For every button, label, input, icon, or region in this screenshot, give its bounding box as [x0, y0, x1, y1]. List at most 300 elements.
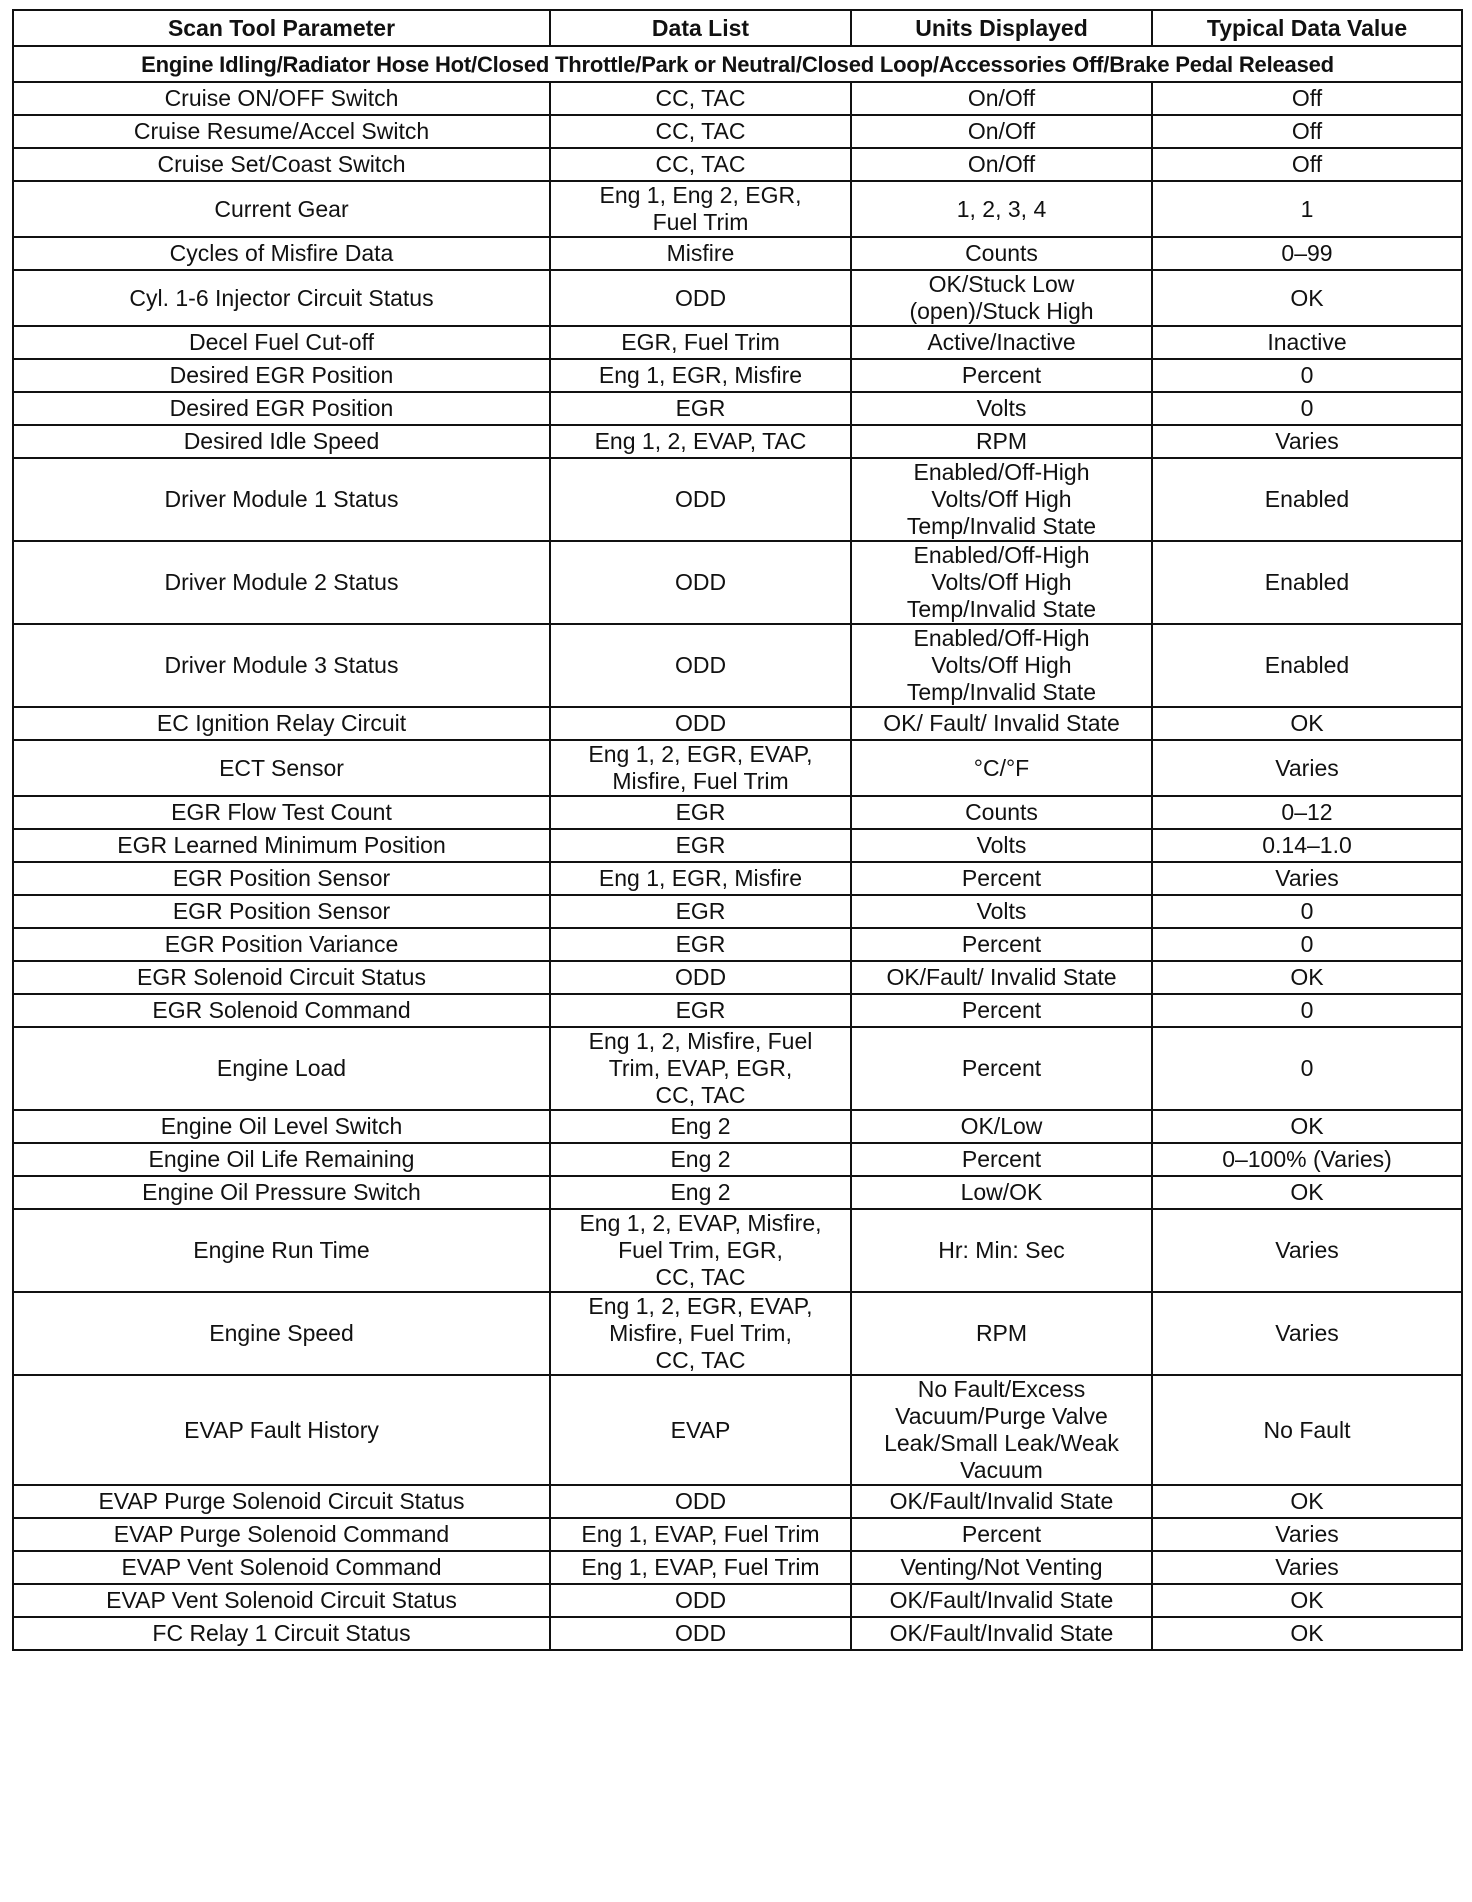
cell-units-displayed [851, 326, 1152, 359]
cell-parameter [13, 1485, 550, 1518]
cell-data-list-text: Eng 2 [670, 1113, 731, 1139]
cell-parameter-text: Engine Oil Level Switch [160, 1113, 403, 1139]
cell-data-list-text: Eng 1, 2, EGR, EVAP, Misfire, Fuel Trim, CC, TAC [588, 1293, 813, 1373]
cell-parameter-text: Engine Oil Life Remaining [148, 1146, 415, 1172]
cell-typical-data-value [1152, 1292, 1462, 1375]
table-header [13, 10, 1462, 46]
cell-parameter [13, 1551, 550, 1584]
cell-units-displayed [851, 994, 1152, 1027]
cell-units-displayed-text: OK/Stuck Low (open)/Stuck High [909, 271, 1094, 324]
cell-typical-data-value [1152, 928, 1462, 961]
cell-parameter [13, 1584, 550, 1617]
cell-typical-data-value [1152, 1110, 1462, 1143]
cell-parameter-text: Cruise Resume/Accel Switch [133, 118, 430, 144]
cell-typical-data-value-text: OK [1290, 964, 1324, 990]
cell-data-list-text: CC, TAC [655, 118, 746, 144]
table-row [13, 895, 1462, 928]
table-row [13, 392, 1462, 425]
cell-parameter-text: Cyl. 1-6 Injector Circuit Status [129, 284, 434, 311]
table-row [13, 961, 1462, 994]
cell-data-list [550, 115, 851, 148]
cell-units-displayed [851, 359, 1152, 392]
cell-parameter-text: EGR Learned Minimum Position [117, 832, 446, 858]
table-row [13, 181, 1462, 237]
cell-typical-data-value-text: OK [1290, 1620, 1324, 1646]
cell-parameter [13, 1617, 550, 1650]
cell-typical-data-value-text: OK [1290, 1587, 1324, 1613]
cell-units-displayed-text: °C/°F [973, 754, 1030, 781]
cell-typical-data-value-text: OK [1290, 1179, 1324, 1205]
cell-units-displayed [851, 862, 1152, 895]
cell-parameter-text: Engine Oil Pressure Switch [142, 1179, 421, 1205]
cell-parameter [13, 796, 550, 829]
cell-typical-data-value-text: Off [1291, 151, 1323, 177]
cell-data-list-text: Misfire [666, 240, 735, 266]
cell-parameter-text: Engine Speed [209, 1320, 354, 1346]
cell-data-list-text: Eng 1, 2, EVAP, TAC [594, 428, 807, 454]
cell-units-displayed [851, 707, 1152, 740]
cell-typical-data-value-text: Enabled [1264, 486, 1350, 512]
table-row [13, 1375, 1462, 1485]
cell-typical-data-value [1152, 994, 1462, 1027]
cell-data-list [550, 425, 851, 458]
cell-typical-data-value-text: 0–100% (Varies) [1222, 1146, 1392, 1172]
cell-typical-data-value-text: Off [1291, 85, 1323, 111]
table-row [13, 994, 1462, 1027]
cell-units-displayed-text: Enabled/Off-High Volts/Off High Temp/Invalid State [906, 542, 1097, 622]
cell-parameter-text: Desired Idle Speed [183, 428, 380, 454]
cell-units-displayed [851, 829, 1152, 862]
table-row [13, 458, 1462, 541]
table-row [13, 707, 1462, 740]
cell-data-list-text: EGR [675, 898, 726, 924]
cell-data-list-text: Eng 1, 2, EGR, EVAP, Misfire, Fuel Trim [588, 741, 813, 794]
cell-typical-data-value [1152, 148, 1462, 181]
cell-parameter-text: EGR Position Sensor [172, 865, 391, 891]
cell-data-list [550, 1027, 851, 1110]
cell-parameter [13, 359, 550, 392]
cell-data-list [550, 624, 851, 707]
test-condition: Engine Idling/Radiator Hose Hot/Closed Throttle/Park or Neutral/Closed Loop/Accessories Off/Brake Pedal Released [13, 46, 1462, 82]
cell-data-list-text: ODD [674, 284, 727, 311]
table-row [13, 1617, 1462, 1650]
cell-units-displayed-text: OK/ Fault/ Invalid State [883, 710, 1120, 736]
cell-typical-data-value [1152, 1143, 1462, 1176]
cell-units-displayed [851, 148, 1152, 181]
cell-typical-data-value-text: 0.14–1.0 [1262, 832, 1352, 858]
cell-data-list-text: Eng 1, EGR, Misfire [598, 362, 803, 388]
cell-data-list-text: EVAP [670, 1416, 731, 1443]
cell-parameter-text: ECT Sensor [219, 754, 344, 781]
cell-data-list-text: Eng 1, EGR, Misfire [598, 865, 803, 891]
cell-data-list [550, 326, 851, 359]
cell-parameter [13, 326, 550, 359]
cell-units-displayed-text: Percent [961, 1055, 1042, 1081]
cell-typical-data-value [1152, 740, 1462, 796]
cell-parameter [13, 1292, 550, 1375]
table-row [13, 1110, 1462, 1143]
cell-data-list [550, 237, 851, 270]
cell-units-displayed-text: OK/Fault/ Invalid State [886, 964, 1117, 990]
cell-data-list-text: ODD [674, 652, 727, 678]
cell-data-list [550, 707, 851, 740]
cell-typical-data-value [1152, 1176, 1462, 1209]
cell-data-list-text: ODD [674, 569, 727, 595]
cell-typical-data-value [1152, 359, 1462, 392]
cell-units-displayed [851, 961, 1152, 994]
cell-units-displayed-text: Counts [965, 799, 1038, 825]
cell-parameter [13, 115, 550, 148]
cell-data-list-text: EGR [675, 997, 726, 1023]
cell-typical-data-value [1152, 1551, 1462, 1584]
cell-parameter-text: EGR Flow Test Count [171, 799, 392, 825]
cell-units-displayed-text: Enabled/Off-High Volts/Off High Temp/Invalid State [906, 625, 1097, 705]
cell-typical-data-value-text: Enabled [1264, 652, 1350, 678]
cell-data-list [550, 181, 851, 237]
cell-typical-data-value [1152, 458, 1462, 541]
cell-parameter-text: FC Relay 1 Circuit Status [152, 1620, 411, 1646]
cell-data-list-text: EGR [675, 395, 726, 421]
cell-parameter [13, 740, 550, 796]
cell-typical-data-value [1152, 1027, 1462, 1110]
cell-typical-data-value-text: 0–99 [1281, 240, 1333, 266]
table-row [13, 541, 1462, 624]
cell-units-displayed-text: No Fault/Excess Vacuum/Purge Valve Leak/Small Leak/Weak Vacuum [884, 1376, 1119, 1483]
table-row [13, 326, 1462, 359]
cell-parameter [13, 1027, 550, 1110]
cell-parameter-text: EVAP Vent Solenoid Circuit Status [106, 1587, 457, 1613]
cell-units-displayed-text: OK/Fault/Invalid State [889, 1587, 1114, 1613]
cell-parameter [13, 270, 550, 326]
cell-units-displayed-text: Volts [976, 832, 1027, 858]
cell-data-list [550, 458, 851, 541]
table-row [13, 1176, 1462, 1209]
cell-data-list-text: Eng 1, EVAP, Fuel Trim [581, 1554, 820, 1580]
cell-parameter [13, 1375, 550, 1485]
cell-parameter-text: Cruise Set/Coast Switch [157, 151, 406, 177]
table-row [13, 1518, 1462, 1551]
table-row [13, 796, 1462, 829]
table-row [13, 148, 1462, 181]
cell-units-displayed-text: On/Off [967, 85, 1036, 111]
table-body [13, 46, 1462, 1650]
cell-units-displayed-text: OK/Fault/Invalid State [889, 1488, 1114, 1514]
cell-data-list-text: CC, TAC [655, 85, 746, 111]
cell-typical-data-value [1152, 862, 1462, 895]
cell-units-displayed [851, 1176, 1152, 1209]
table-row [13, 1485, 1462, 1518]
table-row [13, 237, 1462, 270]
condition-row [13, 46, 1462, 82]
cell-data-list [550, 829, 851, 862]
table-row [13, 1292, 1462, 1375]
cell-parameter [13, 1209, 550, 1292]
table-row [13, 740, 1462, 796]
cell-typical-data-value-text: OK [1290, 1113, 1324, 1139]
cell-data-list-text: EGR [675, 832, 726, 858]
table-row [13, 829, 1462, 862]
document-page [12, 9, 1461, 1651]
cell-units-displayed-text: Percent [961, 1146, 1042, 1172]
cell-parameter-text: Engine Load [216, 1055, 347, 1081]
cell-data-list [550, 928, 851, 961]
cell-data-list-text: ODD [674, 1620, 727, 1646]
cell-typical-data-value [1152, 392, 1462, 425]
cell-data-list [550, 1176, 851, 1209]
cell-parameter-text: Driver Module 2 Status [164, 569, 399, 595]
cell-parameter [13, 541, 550, 624]
table-row [13, 115, 1462, 148]
cell-units-displayed [851, 1209, 1152, 1292]
table-row [13, 270, 1462, 326]
cell-data-list-text: EGR [675, 931, 726, 957]
cell-units-displayed-text: OK/Fault/Invalid State [889, 1620, 1114, 1646]
cell-data-list [550, 1485, 851, 1518]
cell-parameter-text: EGR Solenoid Circuit Status [137, 964, 426, 990]
table-row [13, 1027, 1462, 1110]
cell-typical-data-value-text: 0 [1300, 1055, 1314, 1081]
cell-parameter-text: EGR Position Variance [164, 931, 399, 957]
cell-parameter-text: EVAP Fault History [184, 1416, 379, 1443]
table-row [13, 82, 1462, 115]
cell-parameter [13, 148, 550, 181]
cell-parameter-text: Driver Module 3 Status [164, 652, 399, 678]
cell-typical-data-value [1152, 624, 1462, 707]
cell-parameter [13, 707, 550, 740]
cell-typical-data-value [1152, 270, 1462, 326]
cell-data-list-text: Eng 2 [670, 1146, 731, 1172]
cell-data-list [550, 148, 851, 181]
cell-data-list [550, 862, 851, 895]
table-row [13, 1143, 1462, 1176]
cell-parameter [13, 1518, 550, 1551]
cell-parameter [13, 1176, 550, 1209]
cell-data-list-text: EGR, Fuel Trim [621, 329, 780, 355]
cell-data-list [550, 359, 851, 392]
cell-parameter-text: Desired EGR Position [169, 395, 394, 421]
cell-units-displayed [851, 1375, 1152, 1485]
cell-parameter-text: EVAP Purge Solenoid Circuit Status [98, 1488, 465, 1514]
cell-data-list [550, 1143, 851, 1176]
cell-data-list [550, 1375, 851, 1485]
cell-units-displayed [851, 237, 1152, 270]
cell-units-displayed-text: OK/Low [960, 1113, 1043, 1139]
cell-units-displayed [851, 796, 1152, 829]
cell-units-displayed-text: On/Off [967, 118, 1036, 144]
cell-typical-data-value-text: Varies [1275, 1237, 1339, 1263]
cell-typical-data-value [1152, 796, 1462, 829]
cell-units-displayed [851, 270, 1152, 326]
cell-units-displayed-text: Venting/Not Venting [900, 1554, 1103, 1580]
cell-data-list-text: CC, TAC [655, 151, 746, 177]
cell-typical-data-value-text: 0 [1300, 997, 1314, 1023]
cell-typical-data-value [1152, 1209, 1462, 1292]
cell-parameter [13, 392, 550, 425]
cell-data-list-text: Eng 2 [670, 1179, 731, 1205]
cell-units-displayed [851, 928, 1152, 961]
cell-units-displayed-text: 1, 2, 3, 4 [956, 195, 1047, 222]
cell-data-list [550, 961, 851, 994]
cell-units-displayed-text: Volts [976, 395, 1027, 421]
cell-typical-data-value [1152, 1617, 1462, 1650]
cell-parameter [13, 181, 550, 237]
cell-parameter [13, 82, 550, 115]
cell-typical-data-value-text: No Fault [1263, 1416, 1351, 1443]
cell-data-list [550, 270, 851, 326]
cell-typical-data-value-text: Varies [1275, 1320, 1339, 1346]
cell-units-displayed [851, 425, 1152, 458]
cell-units-displayed-text: Hr: Min: Sec [938, 1237, 1065, 1263]
cell-typical-data-value [1152, 326, 1462, 359]
cell-typical-data-value-text: Varies [1275, 1554, 1339, 1580]
cell-parameter [13, 829, 550, 862]
cell-parameter [13, 928, 550, 961]
cell-typical-data-value-text: 1 [1300, 195, 1314, 222]
header-scan-tool-parameter: Scan Tool Parameter [13, 10, 550, 46]
cell-data-list [550, 392, 851, 425]
cell-units-displayed-text: Percent [961, 997, 1042, 1023]
cell-typical-data-value-text: Varies [1275, 865, 1339, 891]
cell-parameter [13, 458, 550, 541]
table-row [13, 862, 1462, 895]
cell-data-list [550, 1518, 851, 1551]
cell-data-list-text: ODD [674, 1587, 727, 1613]
cell-data-list-text: ODD [674, 710, 727, 736]
cell-units-displayed [851, 895, 1152, 928]
cell-data-list-text: ODD [674, 1488, 727, 1514]
cell-parameter-text: Decel Fuel Cut-off [189, 329, 374, 355]
cell-data-list-text: Eng 1, 2, EVAP, Misfire, Fuel Trim, EGR, CC, TAC [579, 1210, 822, 1290]
cell-units-displayed [851, 1292, 1152, 1375]
cell-units-displayed [851, 115, 1152, 148]
cell-units-displayed-text: RPM [975, 1320, 1028, 1346]
cell-units-displayed-text: Low/OK [960, 1179, 1043, 1205]
cell-typical-data-value-text: Off [1291, 118, 1323, 144]
cell-parameter [13, 1110, 550, 1143]
cell-data-list [550, 1584, 851, 1617]
cell-data-list [550, 740, 851, 796]
cell-typical-data-value-text: Enabled [1264, 569, 1350, 595]
cell-typical-data-value [1152, 541, 1462, 624]
cell-typical-data-value [1152, 115, 1462, 148]
cell-typical-data-value-text: 0 [1300, 898, 1314, 924]
cell-data-list-text: Eng 1, 2, Misfire, Fuel Trim, EVAP, EGR, CC, TAC [588, 1028, 813, 1108]
cell-typical-data-value [1152, 1375, 1462, 1485]
cell-parameter-text: EGR Position Sensor [172, 898, 391, 924]
cell-parameter-text: EC Ignition Relay Circuit [156, 710, 407, 736]
cell-data-list-text: ODD [674, 964, 727, 990]
cell-typical-data-value-text: Varies [1275, 1521, 1339, 1547]
cell-typical-data-value [1152, 1485, 1462, 1518]
cell-units-displayed-text: Enabled/Off-High Volts/Off High Temp/Invalid State [906, 459, 1097, 539]
scan-tool-data-table [12, 9, 1463, 1651]
cell-parameter-text: EVAP Purge Solenoid Command [113, 1521, 450, 1547]
cell-parameter-text: Desired EGR Position [169, 362, 394, 388]
cell-units-displayed [851, 1584, 1152, 1617]
cell-data-list-text: Eng 1, EVAP, Fuel Trim [581, 1521, 820, 1547]
cell-units-displayed-text: Percent [961, 865, 1042, 891]
cell-units-displayed [851, 1485, 1152, 1518]
cell-typical-data-value [1152, 961, 1462, 994]
cell-data-list [550, 82, 851, 115]
cell-units-displayed [851, 458, 1152, 541]
header-data-list: Data List [550, 10, 851, 46]
cell-typical-data-value-text: Varies [1275, 428, 1339, 454]
table-row [13, 928, 1462, 961]
cell-typical-data-value-text: 0 [1300, 362, 1314, 388]
cell-data-list [550, 1617, 851, 1650]
cell-units-displayed-text: On/Off [967, 151, 1036, 177]
cell-typical-data-value-text: OK [1290, 1488, 1324, 1514]
table-row [13, 624, 1462, 707]
cell-data-list-text: ODD [674, 486, 727, 512]
header-units-displayed: Units Displayed [851, 10, 1152, 46]
cell-units-displayed-text: Counts [965, 240, 1038, 266]
cell-typical-data-value [1152, 237, 1462, 270]
cell-units-displayed-text: Percent [961, 362, 1042, 388]
cell-data-list [550, 895, 851, 928]
cell-parameter-text: EVAP Vent Solenoid Command [121, 1554, 442, 1580]
cell-typical-data-value-text: Varies [1275, 754, 1339, 781]
cell-units-displayed-text: Active/Inactive [927, 329, 1076, 355]
cell-typical-data-value [1152, 425, 1462, 458]
cell-parameter-text: Engine Run Time [193, 1237, 370, 1263]
cell-parameter-text: Cycles of Misfire Data [169, 240, 394, 266]
cell-units-displayed [851, 1551, 1152, 1584]
table-row [13, 1584, 1462, 1617]
cell-units-displayed-text: RPM [975, 428, 1028, 454]
cell-units-displayed [851, 1110, 1152, 1143]
cell-typical-data-value-text: OK [1290, 710, 1324, 736]
cell-units-displayed-text: Percent [961, 1521, 1042, 1547]
cell-parameter [13, 425, 550, 458]
cell-parameter-text: Cruise ON/OFF Switch [164, 85, 399, 111]
cell-units-displayed [851, 1617, 1152, 1650]
cell-parameter [13, 237, 550, 270]
cell-parameter [13, 1143, 550, 1176]
cell-units-displayed [851, 624, 1152, 707]
cell-units-displayed-text: Volts [976, 898, 1027, 924]
cell-data-list [550, 1551, 851, 1584]
cell-typical-data-value-text: OK [1290, 284, 1324, 311]
cell-parameter-text: Current Gear [214, 195, 349, 222]
cell-typical-data-value [1152, 181, 1462, 237]
cell-parameter [13, 862, 550, 895]
cell-typical-data-value [1152, 1518, 1462, 1551]
cell-typical-data-value [1152, 82, 1462, 115]
cell-typical-data-value-text: 0 [1300, 931, 1314, 957]
cell-parameter [13, 624, 550, 707]
cell-typical-data-value-text: 0–12 [1281, 799, 1333, 825]
header-row [13, 10, 1462, 46]
cell-units-displayed [851, 82, 1152, 115]
cell-data-list-text: EGR [675, 799, 726, 825]
cell-data-list [550, 541, 851, 624]
cell-typical-data-value [1152, 895, 1462, 928]
table-row [13, 1551, 1462, 1584]
cell-units-displayed-text: Percent [961, 931, 1042, 957]
cell-data-list [550, 994, 851, 1027]
cell-units-displayed [851, 740, 1152, 796]
cell-typical-data-value-text: 0 [1300, 395, 1314, 421]
cell-data-list [550, 1209, 851, 1292]
cell-parameter [13, 961, 550, 994]
cell-typical-data-value [1152, 829, 1462, 862]
cell-typical-data-value-text: Inactive [1267, 329, 1347, 355]
cell-parameter-text: EGR Solenoid Command [152, 997, 411, 1023]
cell-units-displayed [851, 1518, 1152, 1551]
cell-typical-data-value [1152, 1584, 1462, 1617]
